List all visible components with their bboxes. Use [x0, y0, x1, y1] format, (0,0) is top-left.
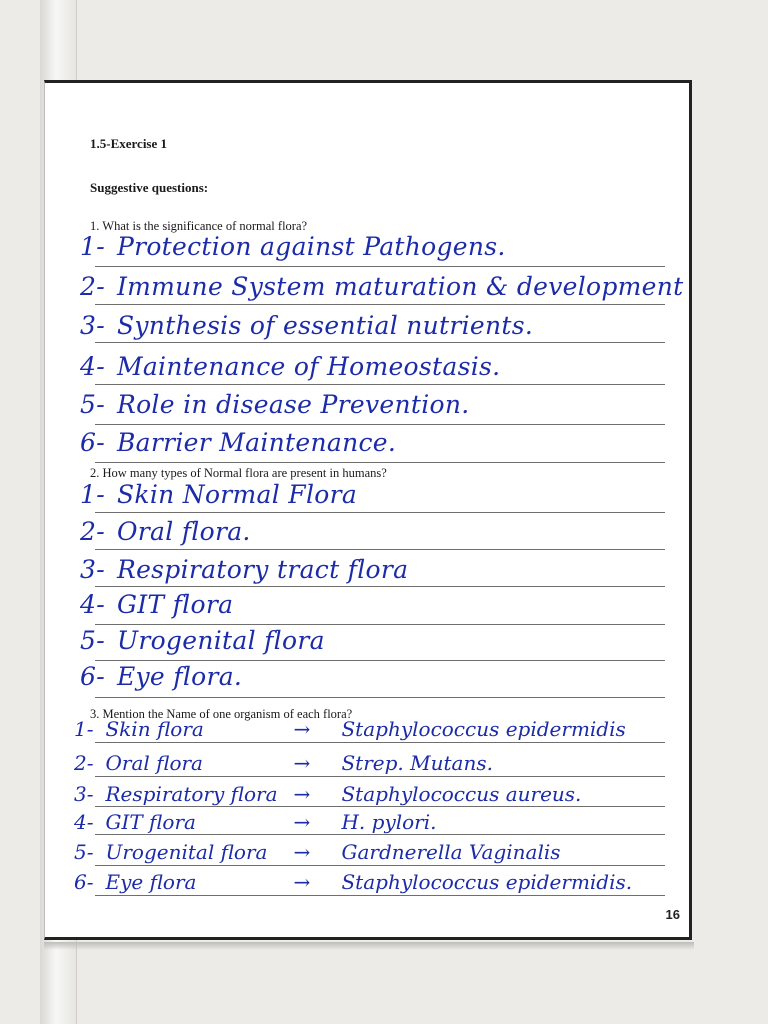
ruled-line — [95, 304, 665, 305]
answer-3-3: 3- Respiratory flora → Staphylococcus aureus. — [74, 782, 582, 806]
answer-2-2: 2- Oral flora. — [80, 517, 251, 546]
answer-3-5: 5- Urogenital flora → Gardnerella Vaginalis — [74, 840, 561, 864]
answer-2-3: 3- Respiratory tract flora — [80, 555, 409, 584]
ruled-line — [95, 776, 665, 777]
ruled-line — [95, 462, 665, 463]
ruled-line — [95, 865, 665, 866]
answer-3-6: 6- Eye flora → Staphylococcus epidermidis. — [74, 870, 633, 894]
ruled-line — [95, 586, 665, 587]
answer-2-6: 6- Eye flora. — [80, 662, 243, 691]
ruled-line — [95, 806, 665, 807]
subtitle: Suggestive questions: — [90, 180, 209, 195]
ruled-line — [95, 742, 665, 743]
answer-3-4: 4- GIT flora → H. pylori. — [74, 810, 437, 834]
ruled-line — [95, 660, 665, 661]
ruled-line — [95, 384, 665, 385]
answer-2-5: 5- Urogenital flora — [80, 626, 325, 655]
answer-2-4: 4- GIT flora — [80, 590, 234, 619]
ruled-line — [95, 266, 665, 267]
answer-1-4: 4- Maintenance of Homeostasis. — [80, 352, 501, 381]
answer-1-3: 3- Synthesis of essential nutrients. — [80, 311, 534, 340]
ruled-line — [95, 895, 665, 896]
section-title: 1.5-Exercise 1 — [90, 136, 168, 151]
ruled-line — [95, 342, 665, 343]
ruled-line — [95, 549, 665, 550]
ruled-line — [95, 624, 665, 625]
page-shadow — [44, 942, 694, 950]
ruled-line — [95, 424, 665, 425]
ruled-line — [95, 697, 665, 698]
page-number: 16 — [665, 907, 680, 922]
question-3: 3. Mention the Name of one organism of each flora? — [90, 707, 353, 721]
question-1: 1. What is the significance of normal flora? — [90, 219, 308, 233]
answer-1-1: 1- Protection against Pathogens. — [80, 232, 506, 261]
answer-3-1: 1- Skin flora → Staphylococcus epidermidis — [74, 717, 626, 741]
question-2: 2. How many types of Normal flora are present in humans? — [90, 466, 387, 480]
answer-3-2: 2- Oral flora → Strep. Mutans. — [74, 751, 493, 775]
answer-1-2: 2- Immune System maturation & development — [80, 272, 684, 301]
answer-2-1: 1- Skin Normal Flora — [80, 480, 358, 509]
answer-1-5: 5- Role in disease Prevention. — [80, 390, 470, 419]
ruled-line — [95, 834, 665, 835]
answer-1-6: 6- Barrier Maintenance. — [80, 428, 397, 457]
ruled-line — [95, 512, 665, 513]
